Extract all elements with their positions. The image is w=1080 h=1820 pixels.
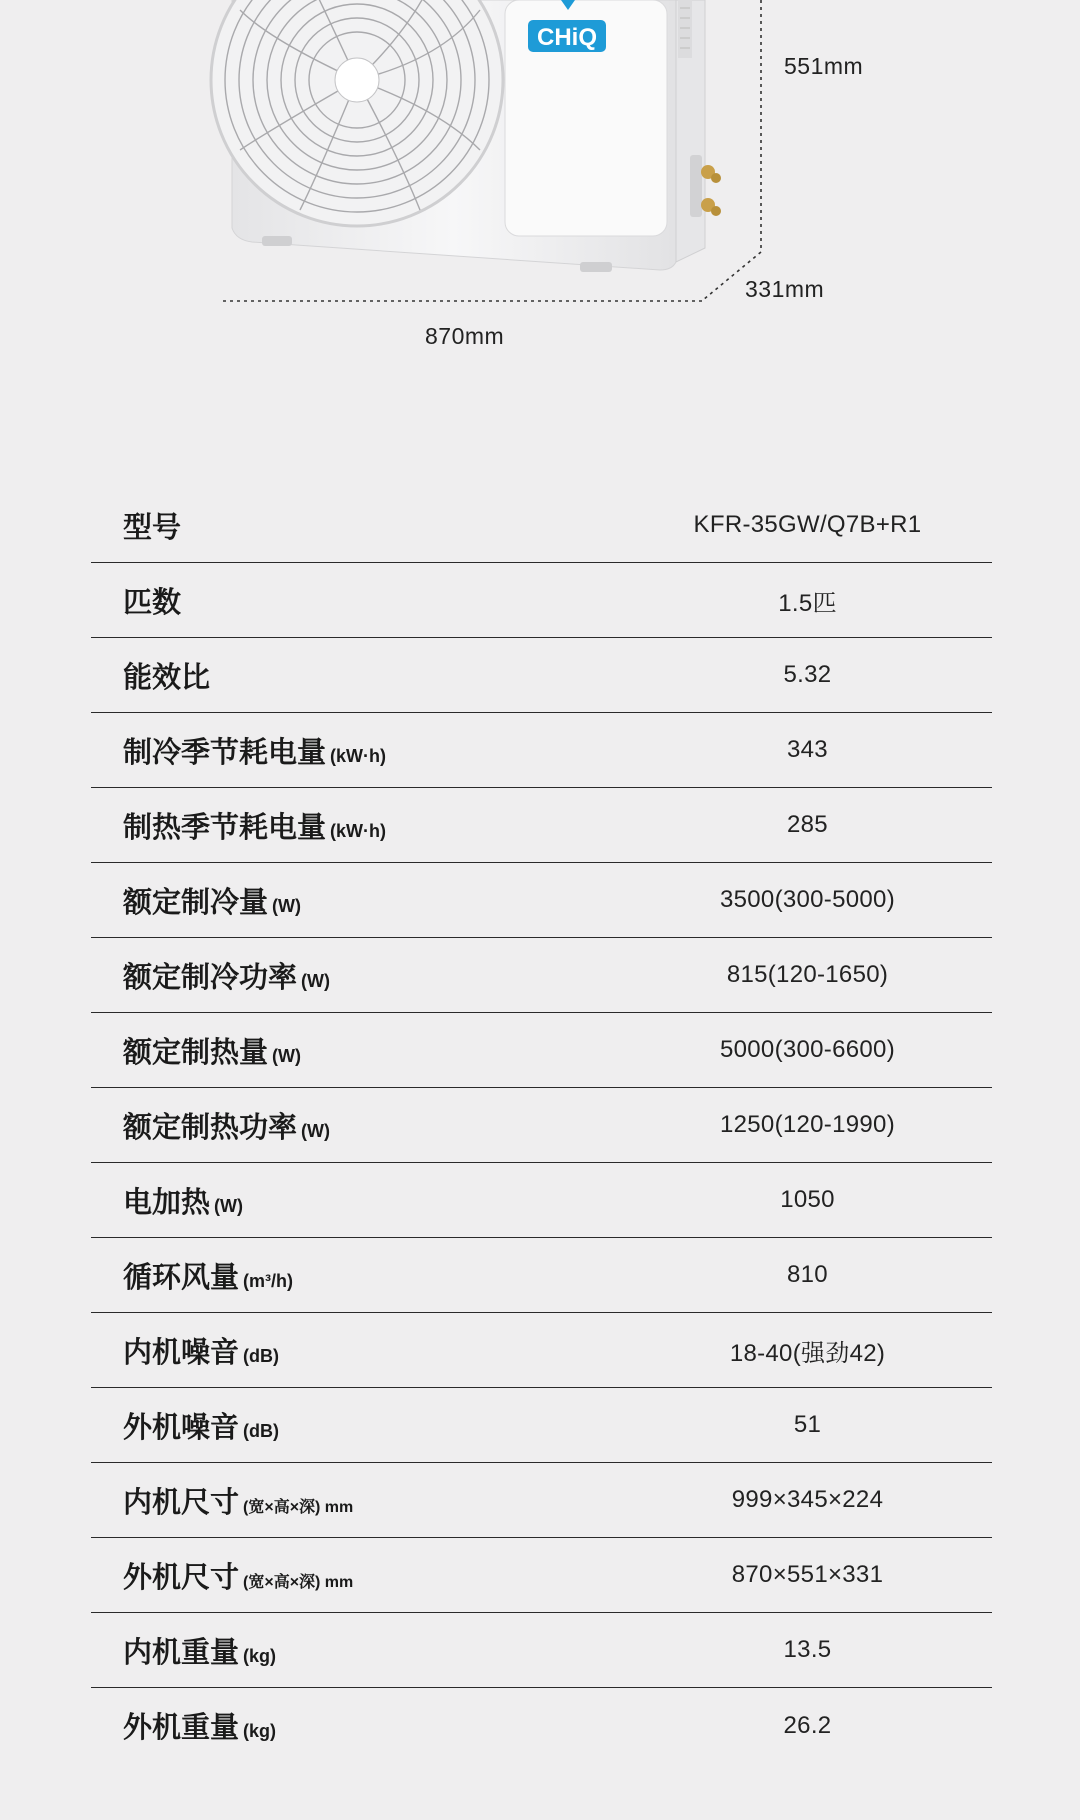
spec-unit: (kg) xyxy=(243,1721,277,1741)
spec-unit: (W) xyxy=(301,1120,330,1141)
spec-table xyxy=(91,488,992,1763)
spec-row xyxy=(91,1388,992,1463)
spec-row xyxy=(91,1463,992,1538)
outdoor-unit-illustration xyxy=(0,0,1080,360)
spec-value: 810 xyxy=(787,1261,828,1288)
spec-value: 3500(300-5000) xyxy=(719,886,895,913)
spec-label-text: 制冷季节耗电量 xyxy=(123,736,327,769)
spec-label xyxy=(91,1180,683,1221)
spec-label-text: 内机尺寸 xyxy=(123,1486,240,1519)
spec-label-text: 额定制热量 xyxy=(123,1036,269,1069)
spec-value: 1250(120-1990) xyxy=(719,1111,895,1138)
spec-value: 26.2 xyxy=(783,1711,832,1739)
spec-row xyxy=(91,863,992,938)
spec-label xyxy=(91,505,683,546)
spec-row xyxy=(91,938,992,1013)
spec-label-text: 额定制冷功率 xyxy=(123,961,298,994)
spec-unit: (m³/h) xyxy=(243,1270,293,1291)
spec-label-text: 能效比 xyxy=(123,661,211,694)
spec-unit: (W) xyxy=(272,1045,301,1066)
spec-label xyxy=(91,955,683,996)
spec-value: 1.5匹 xyxy=(778,589,837,617)
spec-label xyxy=(91,1030,683,1071)
spec-label-text: 外机噪音 xyxy=(123,1411,240,1444)
spec-label xyxy=(91,880,683,921)
spec-label xyxy=(91,1405,683,1446)
spec-label-text: 型号 xyxy=(123,511,182,544)
spec-row xyxy=(91,1613,992,1688)
spec-unit: (kg) xyxy=(243,1645,277,1666)
spec-unit: (W) xyxy=(301,970,330,991)
spec-value: 51 xyxy=(793,1411,822,1438)
spec-label xyxy=(91,1480,683,1521)
product-image-area xyxy=(0,0,1080,360)
spec-value: 1050 xyxy=(780,1186,835,1213)
spec-label-text: 额定制热功率 xyxy=(123,1111,298,1144)
spec-value: 343 xyxy=(787,736,828,763)
spec-value: 285 xyxy=(787,811,828,838)
spec-label xyxy=(91,805,683,846)
spec-label-text: 制热季节耗电量 xyxy=(123,811,327,844)
spec-row xyxy=(91,1088,992,1163)
spec-label-text: 内机噪音 xyxy=(123,1336,240,1369)
spec-row xyxy=(91,563,992,638)
spec-unit: (宽×高×深) mm xyxy=(243,1498,354,1516)
brand-logo: CHiQ xyxy=(537,24,597,51)
spec-row xyxy=(91,1313,992,1388)
spec-unit: (dB) xyxy=(243,1345,279,1366)
spec-value: 870×551×331 xyxy=(731,1561,884,1588)
spec-value: 18-40(强劲42) xyxy=(729,1339,886,1367)
spec-label-text: 外机尺寸 xyxy=(123,1561,240,1594)
spec-row xyxy=(91,713,992,788)
spec-label xyxy=(91,1255,683,1296)
spec-label-text: 内机重量 xyxy=(123,1636,240,1669)
spec-label-text: 循环风量 xyxy=(123,1261,240,1294)
spec-unit: (kW·h) xyxy=(330,745,386,766)
spec-row xyxy=(91,788,992,863)
spec-unit: (kW·h) xyxy=(330,820,386,841)
spec-row xyxy=(91,1163,992,1238)
spec-label-text: 额定制冷量 xyxy=(123,886,269,919)
spec-value: 5.32 xyxy=(783,661,832,688)
spec-label xyxy=(91,580,683,621)
spec-unit: (W) xyxy=(272,895,301,916)
spec-value: 999×345×224 xyxy=(731,1486,884,1513)
spec-value: 13.5 xyxy=(783,1636,832,1663)
spec-unit: (dB) xyxy=(243,1420,279,1441)
spec-label-text: 匹数 xyxy=(123,586,182,619)
spec-label xyxy=(91,1630,683,1671)
spec-row xyxy=(91,1688,992,1763)
spec-label-text: 外机重量 xyxy=(123,1712,240,1744)
spec-value: KFR-35GW/Q7B+R1 xyxy=(693,511,922,538)
spec-row xyxy=(91,1013,992,1088)
width-dimension-label: 870mm xyxy=(425,323,505,349)
spec-label xyxy=(91,1555,683,1596)
spec-label xyxy=(91,730,683,771)
depth-dimension-label: 331mm xyxy=(745,276,825,302)
spec-row xyxy=(91,1238,992,1313)
spec-value: 5000(300-6600) xyxy=(719,1036,895,1063)
spec-label xyxy=(91,1330,683,1371)
spec-value: 815(120-1650) xyxy=(726,961,889,988)
spec-unit: (宽×高×深) mm xyxy=(243,1573,354,1591)
spec-row xyxy=(91,488,992,563)
spec-row xyxy=(91,1538,992,1613)
height-dimension-label: 551mm xyxy=(784,53,864,79)
spec-label xyxy=(91,655,683,696)
spec-label-text: 电加热 xyxy=(123,1186,211,1219)
spec-label xyxy=(91,1105,683,1146)
spec-row xyxy=(91,638,992,713)
spec-unit: (W) xyxy=(214,1195,243,1216)
spec-label xyxy=(91,1705,683,1746)
